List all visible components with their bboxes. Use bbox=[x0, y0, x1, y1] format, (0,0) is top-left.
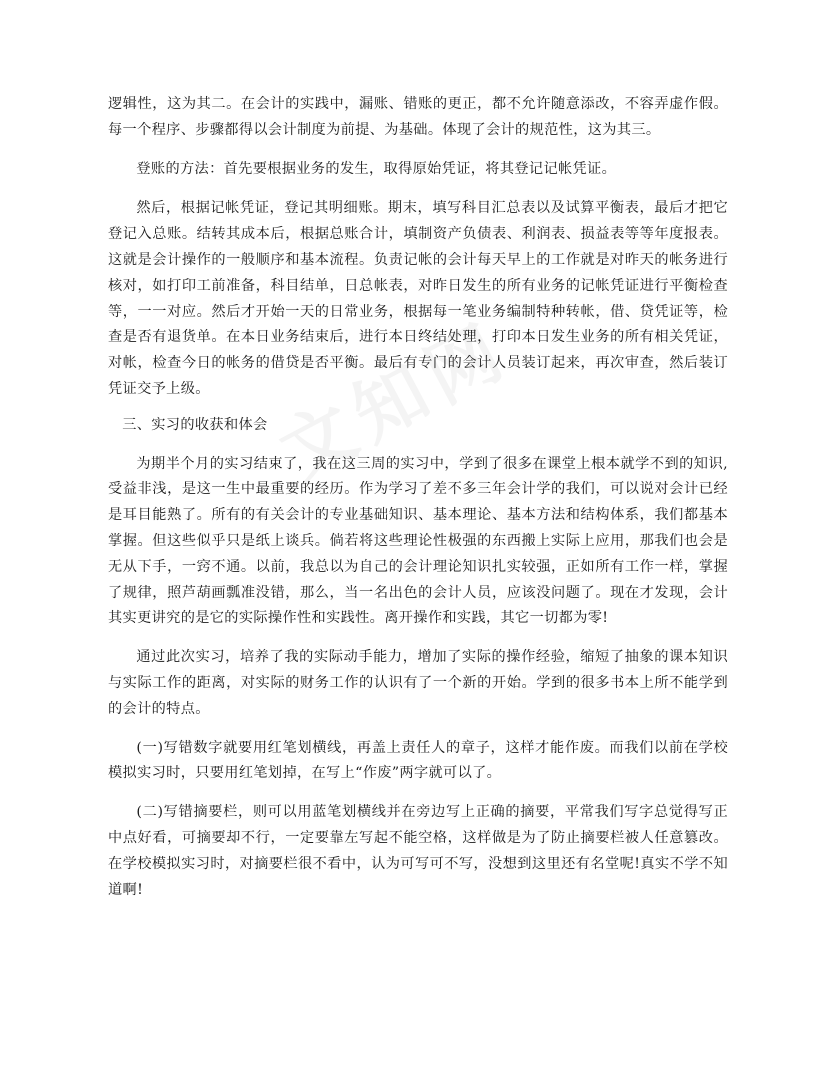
paragraph-posting-method: 登账的方法：首先要根据业务的发生，取得原始凭证，将其登记记帐凭证。 bbox=[136, 160, 617, 177]
paragraph-internship-summary: 为期半个月的实习结束了，我在这三周的实习中，学到了很多在课堂上根本就学不到的知识,受益非浅，是这一生中最重要的经历。作为学习了差不多三年会计学的我们，可以说对会计已经是耳目能熟了。所有的有关会计的专业基础知识、基本理论、基本方法和结构体系，我们都基本掌握。但这些似乎只是纸上谈兵。倘若将这些理论性极强的东西搬上实际上应用，那我们也会是无从下手，一窍不通。以前，我总以为自己的会计理论知识扎实较强，正如所有工作一样，掌握了规律，照芦葫画瓢准没错，那么，当一名出色的会计人员，应该没问题了。现在才发现，会计其实更讲究的是它的实际操作性和实践性。离开操作和实践，其它一切都为零! bbox=[108, 455, 728, 627]
paragraph-continuation: 逻辑性，这为其二。在会计的实践中，漏账、错账的更正，都不允许随意添改，不容弄虚作假。每一个程序、步骤都得以会计制度为前提、为基础。体现了会计的规范性，这为其三。 bbox=[108, 96, 728, 138]
paragraph-gains: 通过此次实习，培养了我的实际动手能力，增加了实际的操作经验，缩短了抽象的课本知识与实际工作的距离，对实际的财务工作的认识有了一个新的开始。学到的很多书本上所不能学到的会计的特点。 bbox=[108, 649, 728, 717]
paragraph-point-two: (二)写错摘要栏，则可以用蓝笔划横线并在旁边写上正确的摘要，平常我们写字总觉得写正中点好看，可摘要却不行，一定要靠左写起不能空格，这样做是为了防止摘要栏被人任意篡改。在学校模拟实习时，对摘要栏很不看中，认为可写可不写，没想到这里还有名堂呢!真实不学不知道啊! bbox=[108, 804, 728, 898]
document-body bbox=[108, 92, 728, 913]
section-heading: 三、实习的收获和体会 bbox=[122, 416, 268, 433]
paragraph-workflow: 然后，根据记帐凭证，登记其明细账。期末，填写科目汇总表以及试算平衡表，最后才把它登记入总账。结转其成本后，根据总账合计，填制资产负债表、利润表、损益表等等年度报表。这就是会计操作的一般顺序和基本流程。负责记帐的会计每天早上的工作就是对昨天的帐务进行核对，如打印工前准备，科目结单，日总帐表，对昨日发生的所有业务的记帐凭证进行平衡检查等，一一对应。然后才开始一天的日常业务，根据每一笔业务编制特种转帐，借、贷凭证等，检查是否有退货单。在本日业务结束后，进行本日终结处理，打印本日发生业务的所有相关凭证，对帐，检查今日的帐务的借贷是否平衡。最后有专门的会计人员装订起来，再次审查，然后装订凭证交予上级。 bbox=[108, 200, 728, 397]
paragraph-point-one: (一)写错数字就要用红笔划横线，再盖上责任人的章子，这样才能作废。而我们以前在学校模拟实习时，只要用红笔划掉，在写上“作废”两字就可以了。 bbox=[108, 739, 728, 782]
